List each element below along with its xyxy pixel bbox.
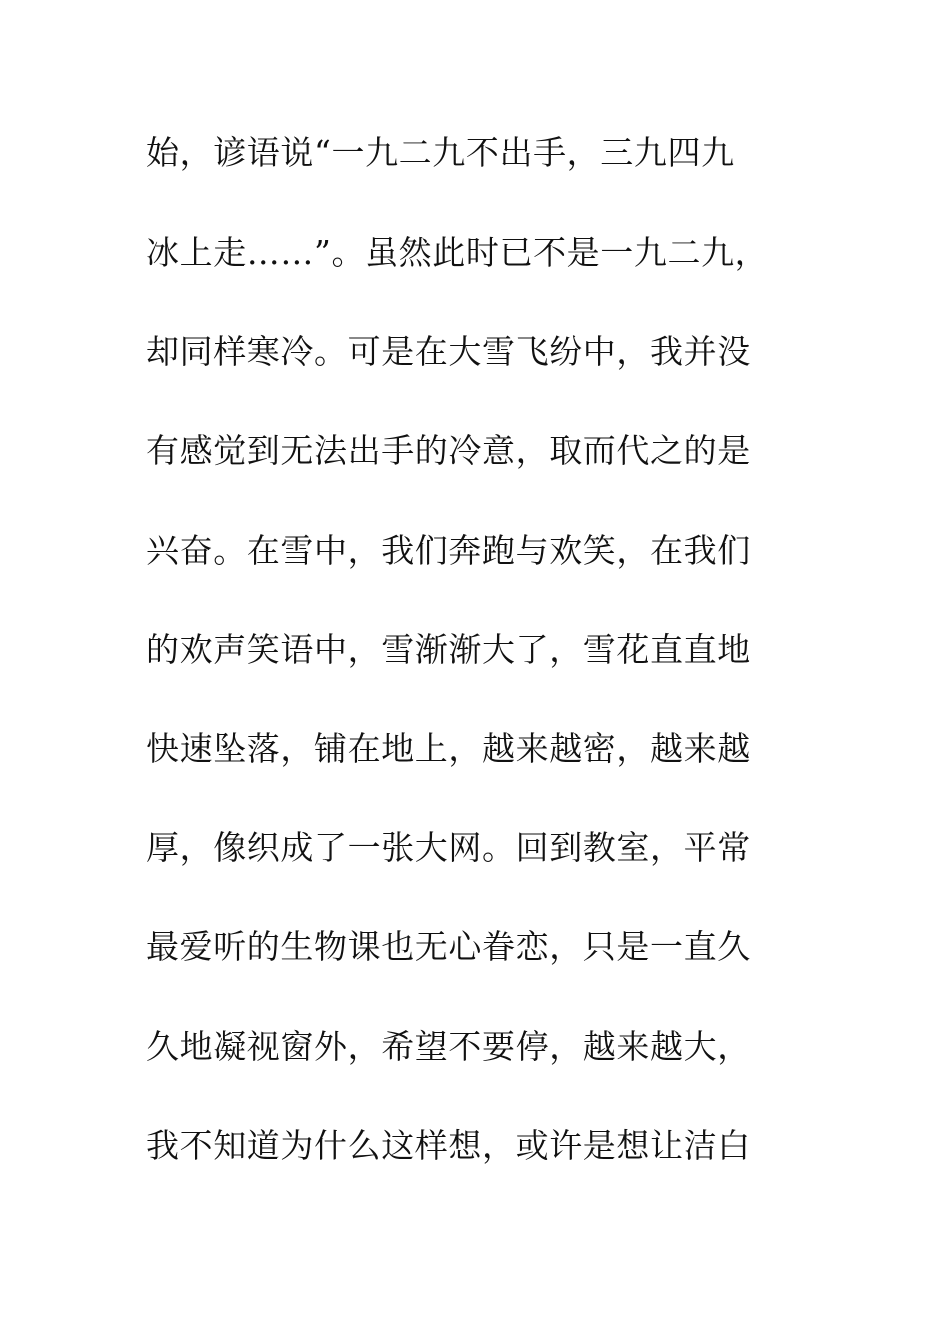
body-text-line: 快速坠落，铺在地上，越来越密，越来越 — [146, 729, 751, 768]
body-text-line: 久地凝视窗外，希望不要停，越来越大， — [146, 1027, 751, 1066]
body-text-line: 却同样寒冷。可是在大雪飞纷中，我并没 — [146, 332, 751, 371]
body-text-line: 我不知道为什么这样想，或许是想让洁白 — [146, 1126, 751, 1165]
body-text-line: 最爱听的生物课也无心眷恋，只是一直久 — [146, 927, 751, 966]
body-text-line: 兴奋。在雪中，我们奔跑与欢笑，在我们 — [146, 531, 751, 570]
body-text-line: 厚，像织成了一张大网。回到教室，平常 — [146, 828, 751, 867]
body-text-line: 有感觉到无法出手的冷意，取而代之的是 — [146, 431, 751, 470]
body-text-line: 冰上走……”。虽然此时已不是一九二九， — [146, 233, 769, 272]
body-text-line: 始，谚语说“一九二九不出手，三九四九 — [146, 133, 735, 172]
body-text-line: 的欢声笑语中，雪渐渐大了，雪花直直地 — [146, 630, 751, 669]
